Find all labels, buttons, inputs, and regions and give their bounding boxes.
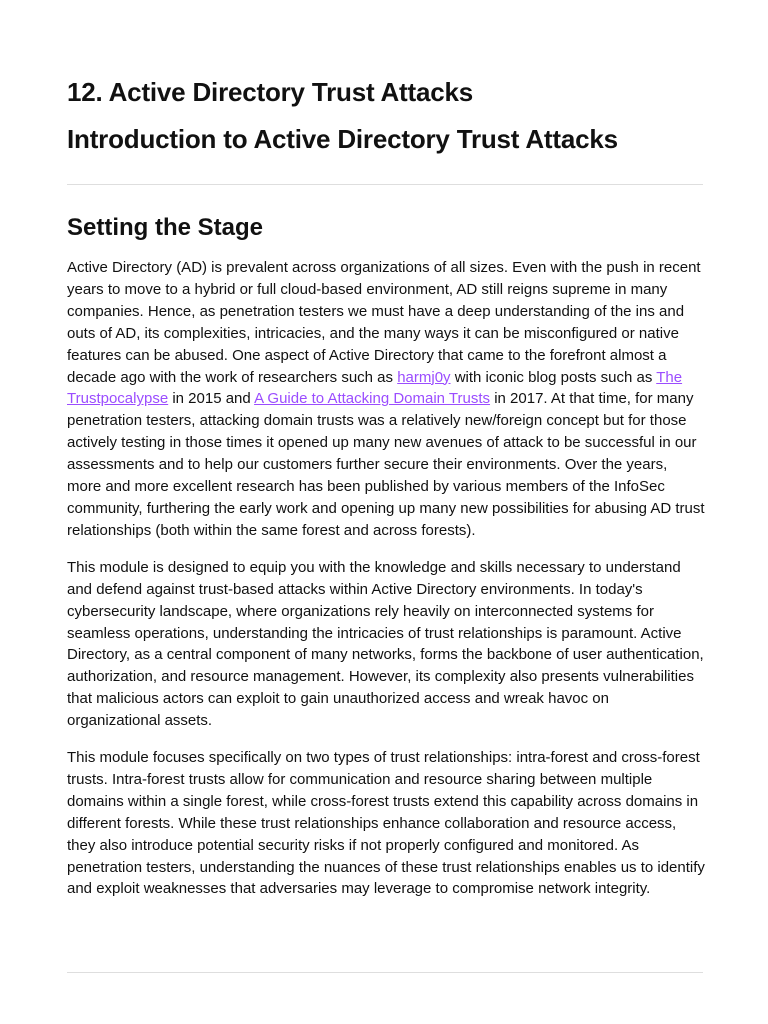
divider-top [67, 184, 703, 185]
divider-bottom [67, 972, 703, 973]
paragraph-3: This module focuses specifically on two types of trust relationships: intra-forest and cross-forest trusts. Intra-forest trusts allow for communication and resource sharing between multiple domains within a single forest, while cross-forest trusts extend this capability across domains in different forests. While these trust relationships enhance collaboration and resource access, they also introduce potential security risks if not properly configured and monitored. As penetration testers, understanding the nuances of these trust relationships enables us to identify and exploit weaknesses that adversaries may leverage to compromise network integrity. [67, 749, 705, 898]
paragraph-1-text-a: Active Directory (AD) is prevalent across organizations of all sizes. Even with the push in recent years to move to a hybrid or full cloud-based environment, AD still reigns supreme in many companies. Hence, as penetration testers we must have a deep understanding of the ins and outs of AD, its complexities, intricacies, and the many ways it can be misconfigured or native features can be abused. One aspect of Active Directory that came to the forefront almost a decade ago with the work of researchers such as [67, 259, 701, 386]
paragraph-1-text-c: in 2015 and [168, 390, 255, 408]
paragraph-1 [67, 257, 705, 542]
paragraph-1-text-d: in 2017. At that time, for many penetration testers, attacking domain trusts was a relatively new/foreign concept but for those actively testing in those times it opened up many new avenues of attack to be successful in our assessments and to help our customers further secure their environments. Over the years, more and more excellent research has been published by various members of the InfoSec community, furthering the early work and opening up many new possibilities for abusing AD trust relationships (both within the same forest and across forests). [67, 390, 705, 539]
link-harmj0y[interactable]: harmj0y [397, 368, 451, 386]
paragraph-2: This module is designed to equip you with the knowledge and skills necessary to understand and defend against trust-based attacks within Active Directory environments. In today's cybersecurity landscape, where organizations rely heavily on interconnected systems for seamless operations, understanding the intricacies of trust relationships is paramount. Active Directory, as a central component of many networks, forms the backbone of user authentication, authorization, and resource management. However, its complexity also presents vulnerabilities that malicious actors can exploit to gain unauthorized access and wreak havoc on organizational assets. [67, 558, 704, 730]
link-guide-attacking-domain-trusts[interactable]: A Guide to Attacking Domain Trusts [254, 390, 491, 408]
chapter-title: 12. Active Directory Trust Attacks [67, 77, 474, 107]
paragraph-1-text-b: with iconic blog posts such as [450, 368, 657, 386]
link-the-trustpocalypse[interactable]: The Trustpocalypse [67, 368, 683, 408]
section-heading: Setting the Stage [67, 214, 264, 241]
section-title: Introduction to Active Directory Trust Attacks [67, 124, 618, 154]
section-body [67, 257, 705, 915]
